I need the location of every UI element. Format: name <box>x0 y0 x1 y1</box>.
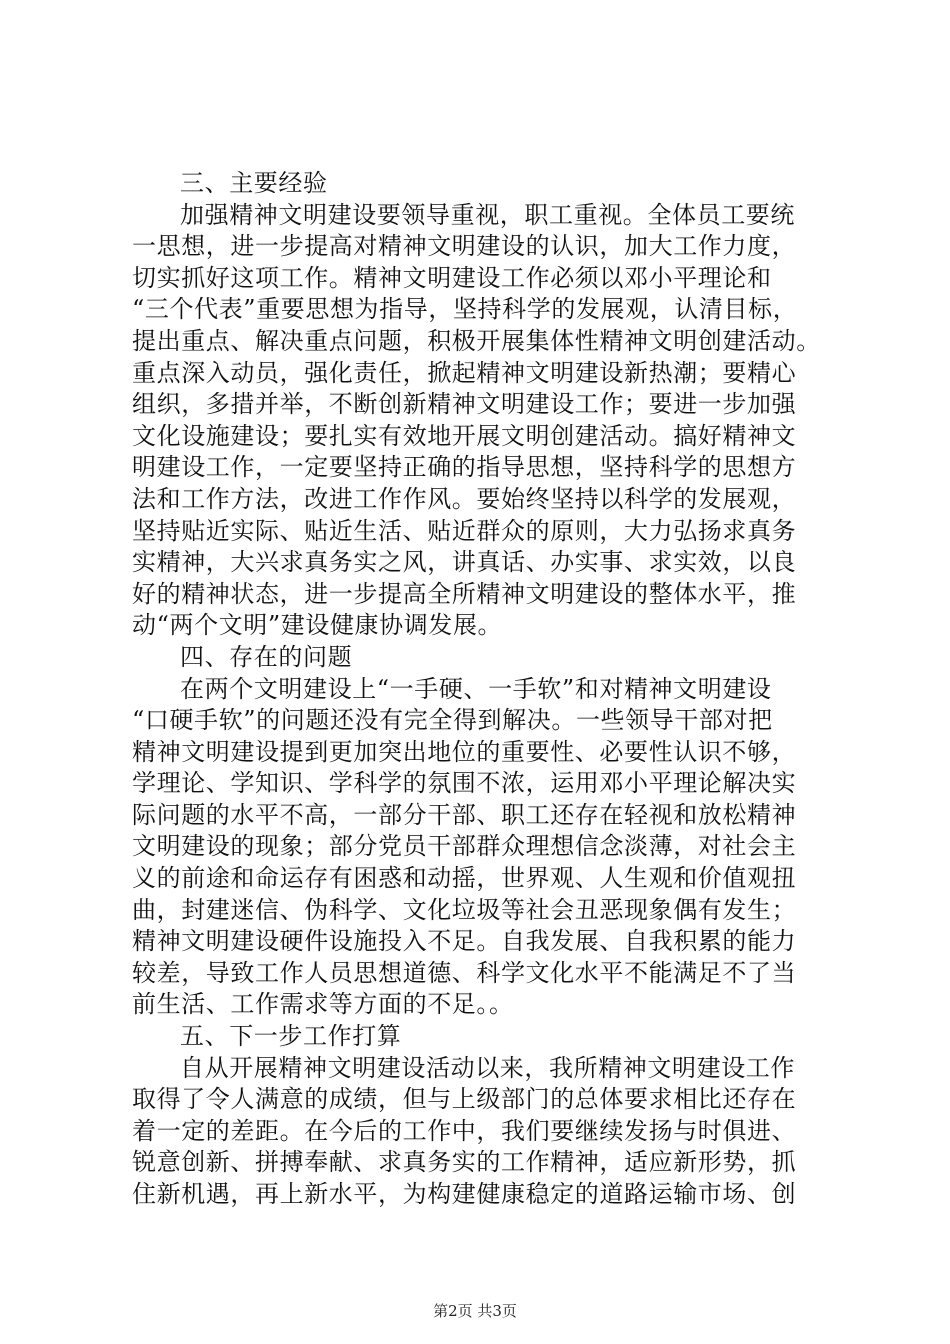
paragraph-line: 前生活、工作需求等方面的不足。。 <box>132 990 514 1019</box>
paragraph-line: 好的精神状态，进一步提高全所精神文明建设的整体水平，推 <box>132 579 797 608</box>
paragraph-line: 实精神，大兴求真务实之风，讲真话、办实事、求实效，以良 <box>132 548 797 577</box>
paragraph-line: 文化设施建设；要扎实有效地开展文明创建活动。搞好精神文 <box>132 421 797 450</box>
paragraph-line: 精神文明建设硬件设施投入不足。自我发展、自我积累的能力 <box>132 927 797 956</box>
paragraph-line: “口硬手软”的问题还没有完全得到解决。一些领导干部对把 <box>132 706 773 735</box>
paragraph-line: 文明建设的现象；部分党员干部群众理想信念淡薄，对社会主 <box>132 832 797 861</box>
page-number-footer: 第2页 共3页 <box>433 1302 517 1320</box>
paragraph-line: “三个代表”重要思想为指导，坚持科学的发展观，认清目标， <box>132 295 798 324</box>
section-heading-main-experience: 三、主要经验 <box>180 169 328 197</box>
paragraph-line: 动“两个文明”建设健康协调发展。 <box>132 611 503 640</box>
paragraph-line: 提出重点、解决重点问题，积极开展集体性精神文明创建活动。 <box>132 326 821 355</box>
paragraph-line: 在两个文明建设上“一手硬、一手软”和对精神文明建设 <box>180 674 772 703</box>
paragraph-line: 重点深入动员，强化责任，掀起精神文明建设新热潮；要精心 <box>132 358 797 387</box>
paragraph-line: 明建设工作，一定要坚持正确的指导思想，坚持科学的思想方 <box>132 453 797 482</box>
paragraph-line: 切实抓好这项工作。精神文明建设工作必须以邓小平理论和 <box>132 263 772 292</box>
paragraph-line: 坚持贴近实际、贴近生活、贴近群众的原则，大力弘扬求真务 <box>132 516 797 545</box>
paragraph-line: 学理论、学知识、学科学的氛围不浓，运用邓小平理论解决实 <box>132 769 797 798</box>
paragraph-line: 法和工作方法，改进工作作风。要始终坚持以科学的发展观， <box>132 484 797 513</box>
paragraph-line: 锐意创新、拼搏奉献、求真务实的工作精神，适应新形势，抓 <box>132 1148 797 1177</box>
section-heading-existing-problems: 四、存在的问题 <box>180 642 353 671</box>
paragraph-line: 自从开展精神文明建设活动以来，我所精神文明建设工作 <box>180 1053 795 1082</box>
paragraph-line: 精神文明建设提到更加突出地位的重要性、必要性认识不够， <box>132 737 797 766</box>
paragraph-line: 加强精神文明建设要领导重视，职工重视。全体员工要统 <box>180 200 795 229</box>
paragraph-line: 组织，多措并举，不断创新精神文明建设工作；要进一步加强 <box>132 390 797 419</box>
paragraph-line: 较差，导致工作人员思想道德、科学文化水平不能满足不了当 <box>132 958 797 987</box>
paragraph-line: 一思想，进一步提高对精神文明建设的认识，加大工作力度， <box>132 232 797 261</box>
section-heading-next-steps: 五、下一步工作打算 <box>180 1022 402 1051</box>
paragraph-line: 义的前途和命运存有困惑和动摇，世界观、人生观和价值观扭 <box>132 864 797 893</box>
paragraph-line: 着一定的差距。在今后的工作中，我们要继续发扬与时俱进、 <box>132 1116 797 1145</box>
paragraph-line: 际问题的水平不高，一部分干部、职工还存在轻视和放松精神 <box>132 800 797 829</box>
document-body <box>132 168 824 1211</box>
paragraph-line: 取得了令人满意的成绩，但与上级部门的总体要求相比还存在 <box>132 1085 797 1114</box>
paragraph-line: 住新机遇，再上新水平，为构建健康稳定的道路运输市场、创 <box>132 1180 797 1208</box>
paragraph-line: 曲，封建迷信、伪科学、文化垃圾等社会丑恶现象偶有发生； <box>132 895 797 924</box>
